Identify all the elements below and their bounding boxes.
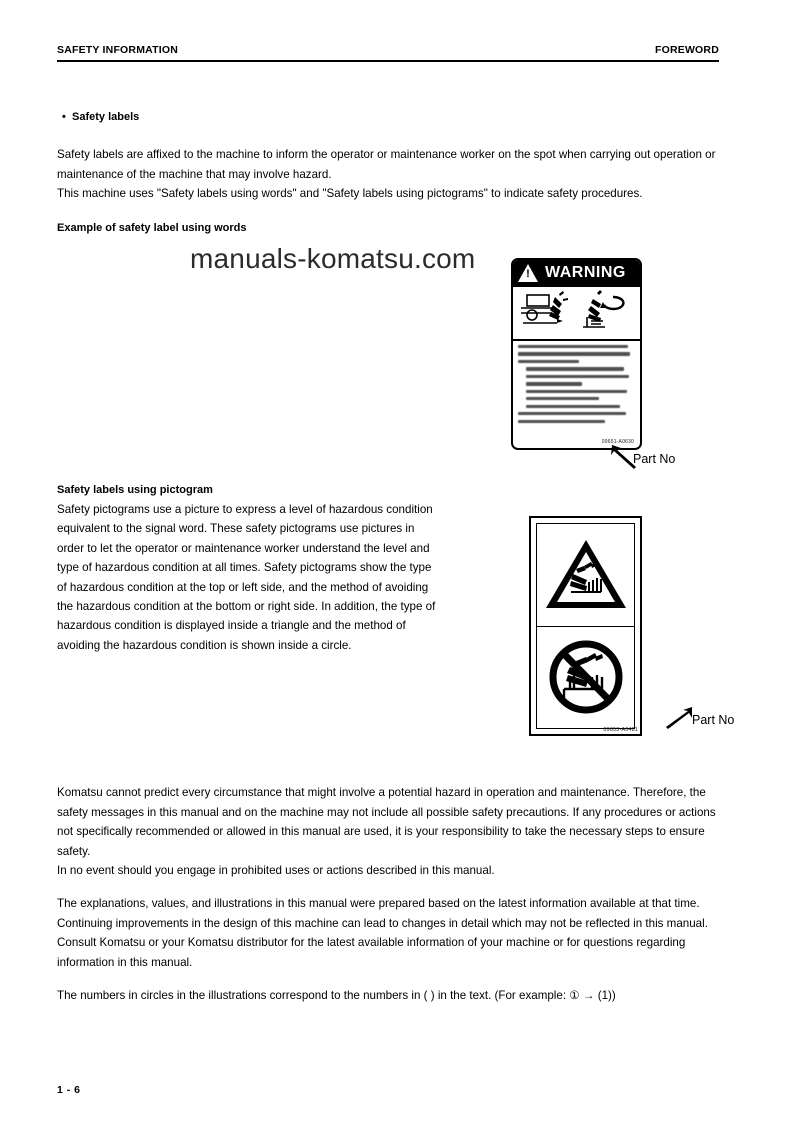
bullet-dot-icon: •	[62, 111, 66, 123]
closing-paragraph-2	[57, 894, 725, 972]
part-no-callout-1: Part No	[633, 452, 676, 466]
closing-paragraph-1-text: Komatsu cannot predict every circumstance that might involve a potential hazard in operation and maintenance. Therefore, the safety messages in this manual and on the machine may not include all possible safety precautions. If any procedures or actions not specifically recommended or allowed in this manual are used, it is your responsibility to take the necessary steps to ensure safety.	[57, 786, 716, 858]
closing-paragraph-3	[57, 986, 725, 1006]
intro-line-1: Safety labels are affixed to the machine to inform the operator or maintenance worker on the spot when carrying out operation or maintenance of the machine that may involve hazard.	[57, 148, 716, 181]
pictogram-hazard-cell	[537, 524, 634, 627]
closing-paragraph-2-text: The explanations, values, and illustrations in this manual were prepared based on the latest information available at that time. Continuing improvements in the design of this machine can lead to changes in detail which may not be reflected in this manual. Consult Komatsu or your Komatsu distributor for the latest available information of your machine or for questions regarding information in this manual.	[57, 897, 708, 969]
warning-body-text	[513, 341, 640, 449]
closing-paragraph-3-text: The numbers in circles in the illustrations correspond to the numbers in ( ) in the text. (For example: ① → (1))	[57, 989, 616, 1002]
warning-header-bar	[513, 260, 640, 285]
page-number: 1 - 6	[57, 1084, 81, 1096]
part-no-arrow-2-icon	[664, 707, 694, 731]
watermark-text: manuals-komatsu.com	[190, 243, 476, 274]
warning-pictogram-svg	[513, 287, 640, 335]
example-words-heading: Example of safety label using words	[57, 222, 247, 234]
prohibition-no-hand-icon	[544, 637, 628, 717]
hazard-triangle-crush-hand-icon	[543, 536, 629, 614]
closing-paragraph-1b-text: In no event should you engage in prohibited uses or actions described in this manual.	[57, 864, 495, 877]
page-header	[57, 44, 719, 62]
warning-label-part-number: 09651-A0630	[601, 439, 634, 445]
pictogram-prohibition-cell	[537, 627, 634, 729]
warning-label-graphic	[511, 258, 642, 450]
warning-pictogram-panel	[513, 285, 640, 341]
bullet-heading	[62, 111, 139, 123]
closing-paragraph-1	[57, 783, 725, 881]
pictogram-paragraph-text: Safety pictograms use a picture to express a level of hazardous condition equivalent to the signal word. These safety pictograms use pictures in order to let the operator or maintenance worker understand the level and type of hazardous condition at all times. Safety pictograms show the type of hazardous condition at the top or left side, and the method of avoiding the hazardous condition at the bottom or right side. In addition, the type of hazardous condition is displayed inside a triangle and the method of avoiding the hazardous condition is shown inside a circle.	[57, 503, 436, 652]
pictogram-section-paragraph	[57, 500, 442, 655]
header-divider	[57, 60, 719, 62]
pictogram-label-part-number: 09653-A0481	[603, 727, 638, 733]
header-right-title: FOREWORD	[654, 44, 719, 56]
header-left-title: SAFETY INFORMATION	[57, 44, 179, 56]
bullet-heading-label: Safety labels	[72, 111, 140, 123]
pictogram-label-graphic	[529, 516, 642, 736]
warning-signal-word: WARNING	[545, 263, 626, 281]
intro-line-2: This machine uses "Safety labels using words" and "Safety labels using pictograms" to indicate safety procedures.	[57, 187, 643, 200]
part-no-callout-2: Part No	[692, 713, 735, 727]
pictogram-section-heading: Safety labels using pictogram	[57, 484, 213, 496]
warning-triangle-icon	[518, 264, 538, 282]
intro-paragraph	[57, 145, 725, 204]
